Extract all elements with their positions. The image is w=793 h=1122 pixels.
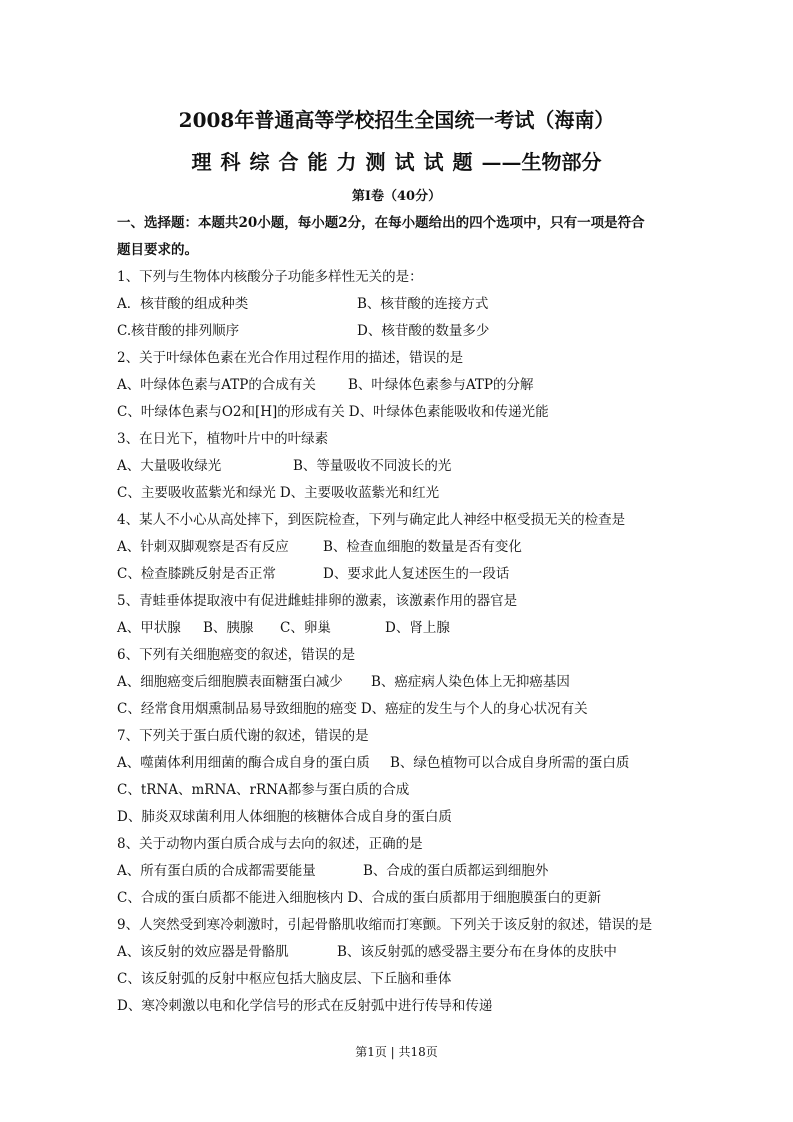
option-text: A、所有蛋白质的合成都需要能量	[117, 863, 316, 879]
option-text: D、合成的蛋白质都用于细胞膜蛋白的更新	[347, 890, 602, 906]
option-text: D、核苷酸的数量多少	[357, 323, 490, 339]
option-text: D、癌症的发生与个人的身心状况有关	[360, 701, 588, 717]
subtitle-main: 理科综合能力测试试题	[191, 150, 482, 174]
question-text: C、tRNA、mRNA、rRNA都参与蛋白质的合成	[117, 782, 410, 798]
option-text: A．核苷酸的组成种类	[117, 296, 249, 312]
options-line	[117, 481, 439, 501]
question-text: D、肺炎双球菌利用人体细胞的核糖体合成自身的蛋白质	[117, 809, 452, 825]
option-text: B、该反射弧的感受器主要分布在身体的皮肤中	[337, 944, 617, 960]
question-text: 5、青蛙垂体提取液中有促进雌蛙排卵的激素，该激素作用的器官是	[117, 593, 518, 609]
subtitle-tail: ——生物部分	[481, 150, 602, 174]
option-text: A、细胞癌变后细胞膜表面糖蛋白减少	[117, 674, 343, 690]
option-text: C、卵巢	[280, 620, 331, 636]
exam-subtitle	[0, 146, 793, 175]
option-text: A、该反射的效应器是骨骼肌	[117, 944, 289, 960]
page-footer: 第1页 | 共18页	[355, 1045, 438, 1059]
volume-heading: 第I卷（40分）	[351, 189, 442, 204]
options-line	[117, 697, 588, 717]
section-instruction-cont: 题目要求的。	[117, 242, 198, 258]
question-text: D、寒冷刺激以电和化学信号的形式在反射弧中进行传导和传递	[117, 998, 493, 1014]
option-text: B、检查血细胞的数量是否有变化	[323, 539, 522, 555]
question-text: 6、下列有关细胞癌变的叙述，错误的是	[117, 647, 356, 663]
exam-title: 2008年普通高等学校招生全国统一考试（海南）	[178, 108, 615, 132]
question-text: 3、在日光下，植物叶片中的叶绿素	[117, 431, 329, 447]
option-text: A、叶绿体色素与ATP的合成有关	[117, 377, 316, 393]
option-text: D、主要吸收蓝紫光和红光	[279, 485, 440, 501]
option-text: A、针刺双脚观察是否有反应	[117, 539, 289, 555]
question-text: 4、某人不小心从高处摔下，到医院检查，下列与确定此人神经中枢受损无关的检查是	[117, 512, 626, 528]
option-text: B、胰腺	[203, 620, 254, 636]
question-text: 9、人突然受到寒冷刺激时，引起骨骼肌收缩而打寒颤。下列关于该反射的叙述，错误的是	[117, 917, 653, 933]
option-text: D、要求此人复述医生的一段话	[323, 566, 510, 582]
options-line	[117, 886, 601, 906]
option-text: B、癌症病人染色体上无抑癌基因	[371, 674, 570, 690]
question-text: 2、关于叶绿体色素在光合作用过程作用的描述，错误的是	[117, 350, 464, 366]
option-text: A、噬菌体利用细菌的酶合成自身的蛋白质	[117, 755, 370, 771]
option-text: B、叶绿体色素参与ATP的分解	[348, 377, 534, 393]
question-text: 7、下列关于蛋白质代谢的叙述，错误的是	[117, 728, 369, 744]
option-text: A、甲状腺	[117, 620, 181, 636]
option-text: B、合成的蛋白质都运到细胞外	[363, 863, 549, 879]
option-text: C、经常食用烟熏制品易导致细胞的癌变	[117, 701, 357, 717]
option-text: B、绿色植物可以合成自身所需的蛋白质	[390, 755, 630, 771]
question-text: 8、关于动物内蛋白质合成与去向的叙述，正确的是	[117, 836, 423, 852]
option-text: D、肾上腺	[385, 620, 450, 636]
options-line	[117, 400, 549, 420]
question-text: C、该反射弧的反射中枢应包括大脑皮层、下丘脑和垂体	[117, 971, 452, 987]
option-text: D、叶绿体色素能吸收和传递光能	[348, 404, 549, 420]
option-text: B、等量吸收不同波长的光	[293, 458, 452, 474]
option-text: C.核苷酸的排列顺序	[117, 323, 240, 339]
option-text: C、合成的蛋白质都不能进入细胞核内	[117, 890, 344, 906]
question-text: 1、下列与生物体内核酸分子功能多样性无关的是：	[117, 269, 423, 285]
option-text: C、检查膝跳反射是否正常	[117, 566, 276, 582]
section-instruction: 一、选择题：本题共20小题，每小题2分，在每小题给出的四个选项中，只有一项是符合	[117, 215, 645, 231]
option-text: A、大量吸收绿光	[117, 458, 222, 474]
option-text: C、主要吸收蓝紫光和绿光	[117, 485, 276, 501]
option-text: B、核苷酸的连接方式	[357, 296, 489, 312]
option-text: C、叶绿体色素与O2和[H]的形成有关	[117, 404, 345, 420]
